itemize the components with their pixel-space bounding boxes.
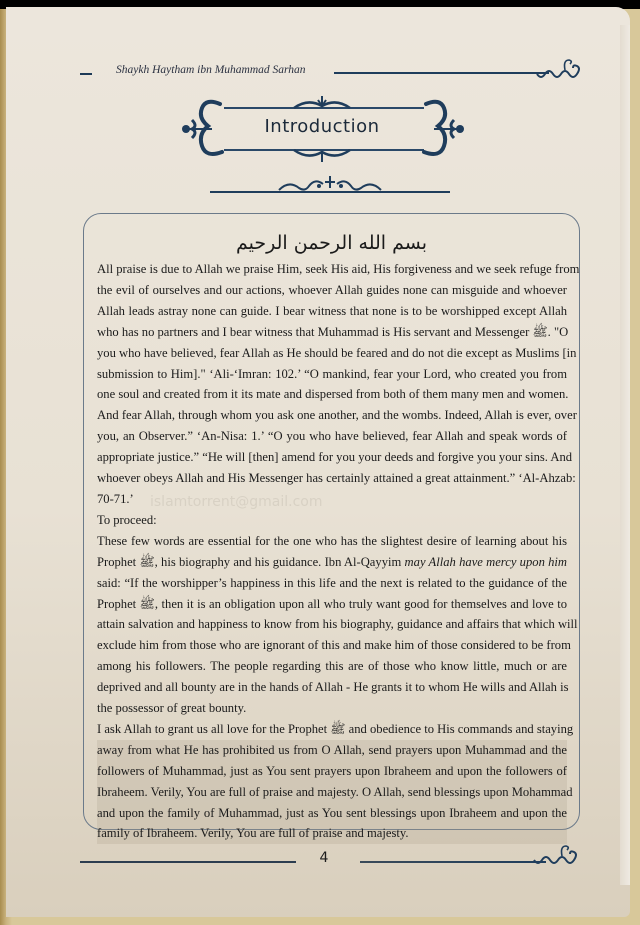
text-line: among his followers. The people regarding this are of those who know little, much or are: [97, 659, 567, 674]
basmala: بسم الله الرحمن الرحيم: [236, 232, 427, 254]
text-line: one soul and created from it its mate and dispersed from both of them many men and women.: [97, 387, 569, 402]
text-line: away from what He has prohibited us from O Allah, send prayers upon Muhammad and the: [97, 740, 567, 761]
text-line: appropriate justice.” “He will [then] amend for you your deeds and forgive you your sins. And: [97, 450, 573, 465]
top-crest-icon: [292, 94, 352, 110]
chapter-title-frame: [180, 94, 464, 164]
ornament-divider-icon: [275, 174, 385, 194]
footer-right-rule: [360, 861, 546, 863]
text-line: the possessor of great bounty.: [97, 701, 247, 716]
text-line: All praise is due to Allah we praise Him, seek His aid, His forgiveness and we seek refuge from: [97, 262, 580, 276]
text-line: Ibraheem. Verily, You are full of praise and majesty. O Allah, send blessings upon Mohammad: [97, 782, 567, 803]
chapter-title: Introduction: [264, 116, 380, 137]
text-line: submission to Him]." ‘Ali-‘Imran: 102.’ “O mankind, fear your Lord, who created you from: [97, 366, 567, 381]
header-dash: [80, 73, 92, 75]
header-rule: [334, 72, 549, 74]
flourish-icon: [535, 58, 583, 82]
watermark: islamtorrent@gmail.com: [150, 494, 323, 510]
text-line: exclude him from those who are ignorant of this and make him of those considered to be from: [97, 638, 571, 653]
introduction-body: [97, 259, 580, 844]
running-title: Shaykh Haytham ibn Muhammad Sarhan: [116, 64, 306, 76]
text-line: Prophet ﷺ, then it is an obligation upon all who truly want good for themselves and love to: [97, 596, 567, 611]
flourish-icon: [532, 844, 580, 868]
text-line-with-italic: [97, 552, 567, 573]
page-footer: [80, 850, 580, 874]
text-line: followers of Muhammad, just as You sent prayers upon Ibraheem and upon the followers of: [97, 761, 567, 782]
text-line: said: “If the worshipper’s happiness in this life and the next is related to the guidance of the: [97, 575, 567, 590]
text-line: you, an Observer.” ‘An-Nisa: 1.’ “O you who have believed, fear Allah and speak words of: [97, 429, 567, 444]
bottom-crest-icon: [292, 148, 352, 164]
content-box: [83, 213, 580, 841]
text-line: And fear Allah, through whom you ask one another, and the wombs. Indeed, Allah is ever, over: [97, 408, 577, 423]
text-line: and upon the family of Muhammad, just as You sent blessings upon Ibraheem and upon the: [97, 803, 567, 824]
text-segment: Prophet ﷺ, his biography and his guidance. Ibn Al-Qayyim: [97, 554, 402, 569]
page-number: 4: [319, 850, 329, 866]
text-line: the evil of ourselves and our actions, whoever Allah guides none can misguide and whoever: [97, 282, 567, 297]
footer-left-rule: [80, 861, 296, 863]
text-line: attain salvation and happiness to know from his biography, guidance and affairs that which will: [97, 617, 578, 632]
text-line: family of Ibraheem. Verily, You are full of praise and majesty.: [97, 823, 567, 844]
text-line: I ask Allah to grant us all love for the Prophet ﷺ and obedience to His commands and staying: [97, 721, 574, 736]
text-line: whoever obeys Allah and His Messenger has certainly attained a great attainment.” ‘Al-Ahzab:: [97, 471, 576, 486]
text-line: These few words are essential for the one who has the slightest desire of learning about his: [97, 533, 567, 548]
text-line: 70-71.’: [97, 491, 134, 506]
text-line: Allah leads astray none can guide. I bear witness that none is to be worshipped except Allah: [97, 303, 567, 318]
honorific-italic: may Allah have mercy upon him: [401, 554, 568, 569]
page-edge: [620, 25, 630, 885]
to-proceed-heading: To proceed:: [97, 512, 157, 527]
text-line: who has no partners and I bear witness that Muhammad is His servant and Messenger ﷺ. "O: [97, 324, 569, 339]
text-line: you who have believed, fear Allah as He should be feared and do not die except as Muslims [in: [97, 345, 577, 360]
text-line: deprived and all bounty are in the hands of Allah - He grants it to whom He wills and Allah is: [97, 680, 569, 695]
running-header: [80, 64, 580, 84]
